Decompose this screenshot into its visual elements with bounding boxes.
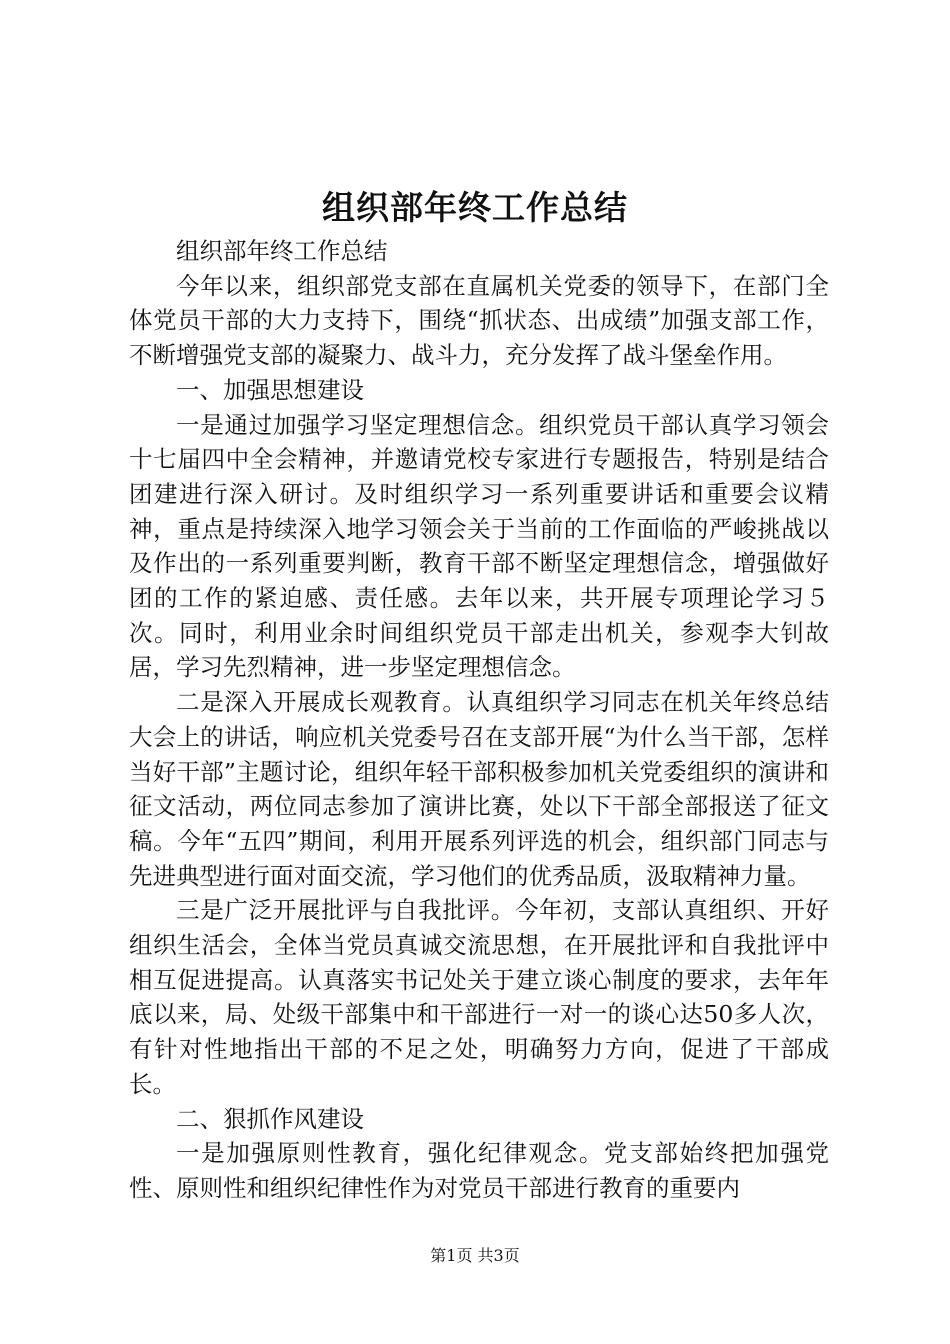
body-paragraph: 一是通过加强学习坚定理想信念。组织党员干部认真学习领会十七届四中全会精神，并邀请党校专家进行专题报告，特别是结合团建进行深入研讨。及时组织学习一系列重要讲话和重要会议精神，重点是持续深入地学习领会关于当前的工作面临的严峻挑战以及作出的一系列重要判断，教育干部不断坚定理想信念，增强做好团的工作的紧迫感、责任感。去年以来，共开展专项理论学习５次。同时，利用业余时间组织党员干部走出机关，参观李大钊故居，学习先烈精神，进一步坚定理想信念。 [129,410,829,682]
body-paragraph: 三是广泛开展批评与自我批评。今年初，支部认真组织、开好组织生活会，全体当党员真诚交流思想，在开展批评和自我批评中相互促进提高。认真落实书记处关于建立谈心制度的要求，去年年底以来，局、处级干部集中和干部进行一对一的谈心达50多人次，有针对性地指出干部的不足之处，明确努力方向，促进了干部成长。 [129,896,829,1098]
intro-paragraph: 今年以来，组织部党支部在直属机关党委的领导下，在部门全体党员干部的大力支持下，围绕“抓状态、出成绩”加强支部工作，不断增强党支部的凝聚力、战斗力，充分发挥了战斗堡垒作用。 [129,271,829,370]
body-paragraph: 一是加强原则性教育，强化纪律观念。党支部始终把加强党性、原则性和组织纪律性作为对党员干部进行教育的重要内 [129,1139,829,1202]
document-title: 组织部年终工作总结 [322,188,628,227]
section-heading: 一、加强思想建设 [176,375,364,404]
section-heading: 二、狠抓作风建设 [176,1104,364,1133]
page-number: 第1页 共3页 [430,1246,520,1265]
document-body [129,234,829,1206]
body-paragraph: 二是深入开展成长观教育。认真组织学习同志在机关年终总结大会上的讲话，响应机关党委号召在支部开展“为什么当干部，怎样当好干部”主题讨论，组织年轻干部积极参加机关党委组织的演讲和征文活动，两位同志参加了演讲比赛，处以下干部全部报送了征文稿。今年“五四”期间，利用开展系列评选的机会，组织部门同志与先进典型进行面对面交流，学习他们的优秀品质，汲取精神力量。 [129,688,829,890]
subtitle-paragraph: 组织部年终工作总结 [176,237,388,265]
